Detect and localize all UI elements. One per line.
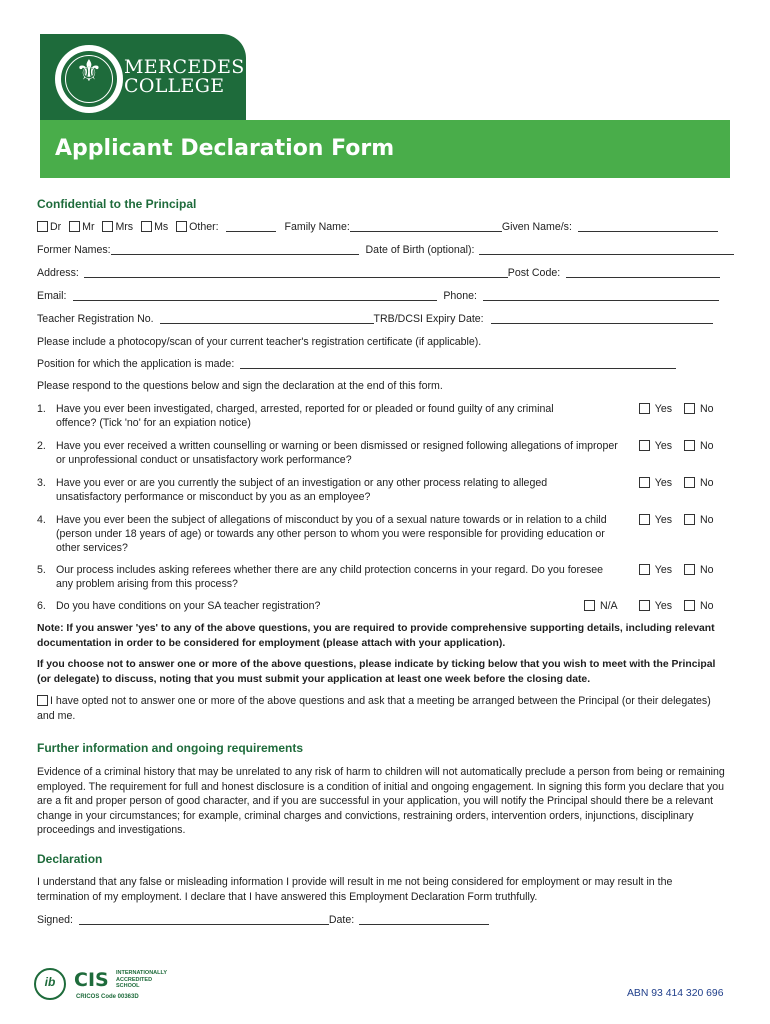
dob-field[interactable] (479, 244, 734, 255)
further-heading: Further information and ongoing requirements (37, 741, 304, 755)
title-other-checkbox[interactable] (176, 221, 187, 232)
name-row: Dr Mr Mrs Ms Other: Family Name: Given Name/s: (37, 220, 718, 234)
question-4-yes[interactable]: Yes (639, 513, 672, 527)
question-5-no[interactable]: No (684, 563, 714, 577)
respond-note: Please respond to the questions below and sign the declaration at the end of this form. (37, 380, 443, 392)
question-1-yes[interactable]: Yes (639, 402, 672, 416)
email-field[interactable] (73, 290, 437, 301)
teacher-reg-row: Teacher Registration No. TRB/DCSI Expiry Date: (37, 312, 713, 326)
abn-number: ABN 93 414 320 696 (627, 988, 724, 999)
title-banner (40, 120, 730, 178)
fleur-de-lis-icon: ⚜ (75, 54, 103, 89)
phone-field[interactable] (483, 290, 719, 301)
question-5-yes[interactable]: Yes (639, 563, 672, 577)
yes-checkbox[interactable] (639, 403, 650, 414)
college-crest (55, 45, 123, 113)
question-3-no[interactable]: No (684, 476, 714, 490)
title-other-field[interactable] (226, 221, 276, 232)
ib-logo-text: ib (44, 975, 56, 989)
note-yes: Note: If you answer 'yes' to any of the above questions, you are required to provide comprehensive supporting details, including relevant documentation in order to be considered for employment (please attach with your application). (37, 623, 715, 649)
cis-subtitle: INTERNATIONALLY ACCREDITED SCHOOL (116, 970, 167, 989)
yes-checkbox[interactable] (639, 477, 650, 488)
no-checkbox[interactable] (684, 403, 695, 414)
yes-checkbox[interactable] (639, 440, 650, 451)
given-names-field[interactable] (578, 221, 718, 232)
yes-checkbox[interactable] (639, 514, 650, 525)
opt-out-instruction: If you choose not to answer one or more of the above questions, please indicate by ticking below that you wish to meet with the Principal (or delegate) to discuss, noting that you must submit your application at least one week before the closing date. (37, 659, 716, 685)
no-checkbox[interactable] (684, 477, 695, 488)
yes-checkbox[interactable] (639, 600, 650, 611)
question-1-no[interactable]: No (684, 402, 714, 416)
postcode-field[interactable] (566, 267, 720, 278)
question-6-na[interactable]: N/A (584, 599, 618, 613)
college-name: MERCEDES COLLEGE (124, 56, 245, 97)
declaration-heading: Declaration (37, 852, 103, 866)
question-6-no[interactable]: No (684, 599, 714, 613)
further-text: Evidence of a criminal history that may be unrelated to any risk of harm to children will not automatically preclude a person from being or remaining employed. The requirement for full and honest disclosure is a condition of initial and ongoing engagement. In signing this form you declare that you are a fit and proper person of good character, and if you are successful in your application, you will notify the Principal should there be a relevant change in your circumstances; for example, criminal charges and convictions, restraining orders, intervention orders, injunctions, disciplinary proceedings and investigations. (37, 766, 725, 836)
former-names-row: Former Names: Date of Birth (optional): (37, 243, 734, 257)
cricos-code: CRICOS Code 00363D (76, 994, 139, 1000)
title-mrs-checkbox[interactable] (102, 221, 113, 232)
question-6-yes[interactable]: Yes (639, 599, 672, 613)
date-field[interactable] (359, 914, 489, 925)
title-mr-checkbox[interactable] (69, 221, 80, 232)
email-row: Email: Phone: (37, 289, 719, 303)
position-field[interactable] (240, 358, 676, 369)
yes-checkbox[interactable] (639, 564, 650, 575)
accreditation-logos (34, 966, 174, 1006)
photocopy-note: Please include a photocopy/scan of your current teacher's registration certificate (if applicable). (37, 336, 482, 348)
no-checkbox[interactable] (684, 514, 695, 525)
na-checkbox[interactable] (584, 600, 595, 611)
title-dr-checkbox[interactable] (37, 221, 48, 232)
question-3-yes[interactable]: Yes (639, 476, 672, 490)
address-field[interactable] (84, 267, 508, 278)
trb-expiry-field[interactable] (491, 313, 713, 324)
signature-field[interactable] (79, 914, 329, 925)
position-row: Position for which the application is made: (37, 357, 676, 371)
declaration-text: I understand that any false or misleading information I provide will result in me not being considered for employment or may result in the termination of my employment. I declare that I have answered this Employment Declaration Form truthfully. (37, 876, 673, 903)
address-row: Address: Post Code: (37, 266, 720, 280)
former-names-field[interactable] (111, 244, 359, 255)
teacher-reg-field[interactable] (160, 313, 374, 324)
question-2-no[interactable]: No (684, 439, 714, 453)
signature-row: Signed: Date: (37, 913, 489, 927)
opt-out-checkbox[interactable] (37, 695, 48, 706)
no-checkbox[interactable] (684, 600, 695, 611)
confidential-heading: Confidential to the Principal (37, 197, 197, 211)
no-checkbox[interactable] (684, 440, 695, 451)
no-checkbox[interactable] (684, 564, 695, 575)
college-logo (40, 34, 246, 120)
question-4-no[interactable]: No (684, 513, 714, 527)
cis-logo: CIS (74, 969, 109, 991)
family-name-field[interactable] (350, 221, 502, 232)
title-ms-checkbox[interactable] (141, 221, 152, 232)
page-title: Applicant Declaration Form (55, 136, 395, 161)
opt-out-row: I have opted not to answer one or more of the above questions and ask that a meeting be arranged between the Principal (or their delegates) and me. (37, 695, 711, 722)
question-2-yes[interactable]: Yes (639, 439, 672, 453)
